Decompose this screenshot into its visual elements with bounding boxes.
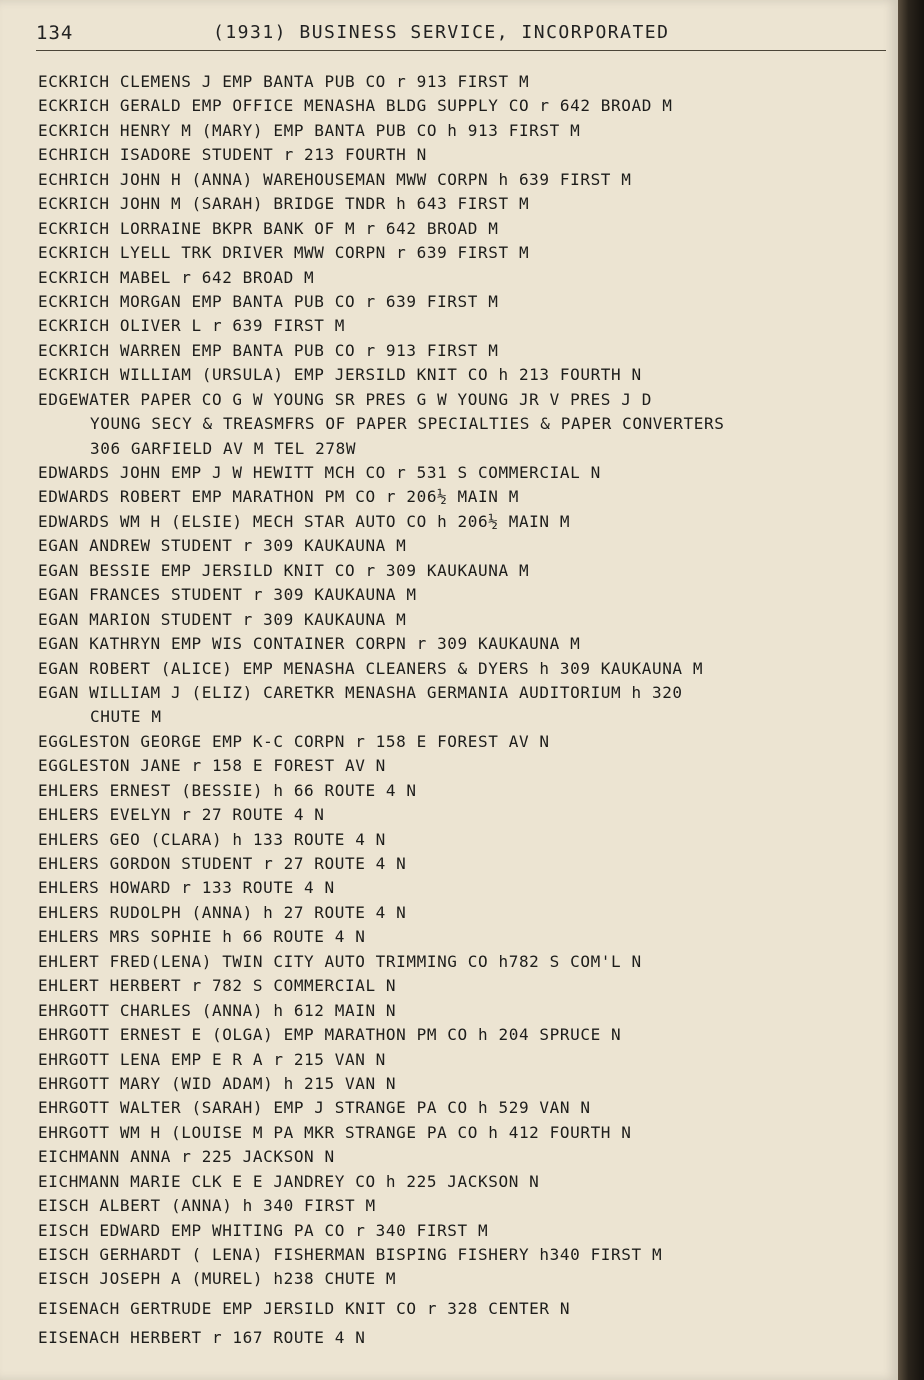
directory-entry: EGAN MARION STUDENT r 309 KAUKAUNA M <box>38 609 407 629</box>
directory-entry: ECKRICH GERALD EMP OFFICE MENASHA BLDG SUPPLY CO r 642 BROAD M <box>38 96 673 116</box>
directory-entry: ECKRICH HENRY M (MARY) EMP BANTA PUB CO h 913 FIRST M <box>38 120 581 140</box>
directory-entry: EDWARDS JOHN EMP J W HEWITT MCH CO r 531 S COMMERCIAL N <box>38 463 601 482</box>
directory-entry: EHLERS GORDON STUDENT r 27 ROUTE 4 N <box>38 854 407 873</box>
header-rule <box>36 50 886 51</box>
directory-entry: EGGLESTON JANE r 158 E FOREST AV N <box>38 756 386 776</box>
directory-entry: ECKRICH MORGAN EMP BANTA PUB CO r 639 FIRST M <box>38 291 499 311</box>
directory-entry: ECKRICH WILLIAM (URSULA) EMP JERSILD KNIT CO h 213 FOURTH N <box>38 365 642 385</box>
directory-entry: EGGLESTON GEORGE EMP K-C CORPN r 158 E FOREST AV N <box>38 731 550 751</box>
directory-entry: EISENACH HERBERT r 167 ROUTE 4 N <box>38 1328 366 1348</box>
directory-entry: EHLERS HOWARD r 133 ROUTE 4 N <box>38 878 335 898</box>
directory-entry: EGAN ANDREW STUDENT r 309 KAUKAUNA M <box>38 536 407 556</box>
directory-entry: EHLERS MRS SOPHIE h 66 ROUTE 4 N <box>38 927 366 947</box>
directory-entry: EGAN BESSIE EMP JERSILD KNIT CO r 309 KAUKAUNA M <box>38 560 530 580</box>
directory-entry: EICHMANN ANNA r 225 JACKSON N <box>38 1147 335 1167</box>
directory-entry: EISENACH GERTRUDE EMP JERSILD KNIT CO r 328 CENTER N <box>38 1298 571 1318</box>
directory-entry: ECKRICH LORRAINE BKPR BANK OF M r 642 BROAD M <box>38 218 499 238</box>
directory-entry: ECHRICH ISADORE STUDENT r 213 FOURTH N <box>38 145 427 165</box>
directory-entry-continuation: CHUTE M <box>90 707 162 727</box>
page-edge-shadow <box>898 0 924 1380</box>
directory-entry: EHLERS EVELYN r 27 ROUTE 4 N <box>38 805 325 825</box>
directory-entry: EISCH JOSEPH A (MUREL) h238 CHUTE M <box>38 1269 397 1289</box>
directory-entry-continuation: YOUNG SECY & TREASMFRS OF PAPER SPECIALTIES & PAPER CONVERTERS <box>90 414 725 434</box>
directory-entry-continuation: 306 GARFIELD AV M TEL 278W <box>90 438 357 458</box>
directory-entry: EHLERS ERNEST (BESSIE) h 66 ROUTE 4 N <box>38 780 417 800</box>
directory-entry: EHRGOTT WALTER (SARAH) EMP J STRANGE PA CO h 529 VAN N <box>38 1098 591 1118</box>
directory-entry: EGAN ROBERT (ALICE) EMP MENASHA CLEANERS & DYERS h 309 KAUKAUNA M <box>38 658 704 678</box>
header-title: (1931) BUSINESS SERVICE, INCORPORATED <box>213 22 670 43</box>
directory-entry: EISCH ALBERT (ANNA) h 340 FIRST M <box>38 1196 376 1216</box>
directory-entries <box>38 70 896 1351</box>
directory-entry: ECKRICH WARREN EMP BANTA PUB CO r 913 FIRST M <box>38 340 499 360</box>
directory-entry: EGAN WILLIAM J (ELIZ) CARETKR MENASHA GERMANIA AUDITORIUM h 320 <box>38 682 683 702</box>
directory-entry: EHRGOTT CHARLES (ANNA) h 612 MAIN N <box>38 1000 397 1020</box>
directory-entry: EGAN FRANCES STUDENT r 309 KAUKAUNA M <box>38 585 417 605</box>
directory-entry: EDWARDS ROBERT EMP MARATHON PM CO r 206½ MAIN M <box>38 487 519 507</box>
directory-entry: EISCH EDWARD EMP WHITING PA CO r 340 FIRST M <box>38 1220 489 1240</box>
directory-entry: ECKRICH MABEL r 642 BROAD M <box>38 267 315 287</box>
directory-entry: EICHMANN MARIE CLK E E JANDREY CO h 225 JACKSON N <box>38 1171 540 1191</box>
directory-entry: EHRGOTT ERNEST E (OLGA) EMP MARATHON PM CO h 204 SPRUCE N <box>38 1025 622 1045</box>
directory-entry: EHLERS RUDOLPH (ANNA) h 27 ROUTE 4 N <box>38 902 407 922</box>
directory-entry: ECHRICH JOHN H (ANNA) WAREHOUSEMAN MWW CORPN h 639 FIRST M <box>38 169 632 189</box>
directory-entry: EHRGOTT MARY (WID ADAM) h 215 VAN N <box>38 1073 397 1093</box>
directory-entry: ECKRICH CLEMENS J EMP BANTA PUB CO r 913 FIRST M <box>38 72 530 91</box>
directory-entry: ECKRICH JOHN M (SARAH) BRIDGE TNDR h 643 FIRST M <box>38 194 530 214</box>
directory-entry: EHLERT FRED(LENA) TWIN CITY AUTO TRIMMING CO h782 S COM'L N <box>38 951 642 971</box>
directory-entry: EDGEWATER PAPER CO G W YOUNG SR PRES G W YOUNG JR V PRES J D <box>38 389 652 409</box>
directory-entry: EDWARDS WM H (ELSIE) MECH STAR AUTO CO h 206½ MAIN M <box>38 511 571 531</box>
directory-entry: EHRGOTT LENA EMP E R A r 215 VAN N <box>38 1049 386 1069</box>
directory-entry: EISCH GERHARDT ( LENA) FISHERMAN BISPING FISHERY h340 FIRST M <box>38 1245 663 1264</box>
directory-entry: ECKRICH LYELL TRK DRIVER MWW CORPN r 639 FIRST M <box>38 243 530 263</box>
directory-entry: EHLERT HERBERT r 782 S COMMERCIAL N <box>38 976 397 996</box>
directory-entry: EHLERS GEO (CLARA) h 133 ROUTE 4 N <box>38 829 386 849</box>
directory-entry: EHRGOTT WM H (LOUISE M PA MKR STRANGE PA CO h 412 FOURTH N <box>38 1122 632 1142</box>
directory-entry: EGAN KATHRYN EMP WIS CONTAINER CORPN r 309 KAUKAUNA M <box>38 634 581 654</box>
page-header <box>36 18 892 48</box>
directory-entry: ECKRICH OLIVER L r 639 FIRST M <box>38 316 345 336</box>
page-number: 134 <box>36 22 74 44</box>
